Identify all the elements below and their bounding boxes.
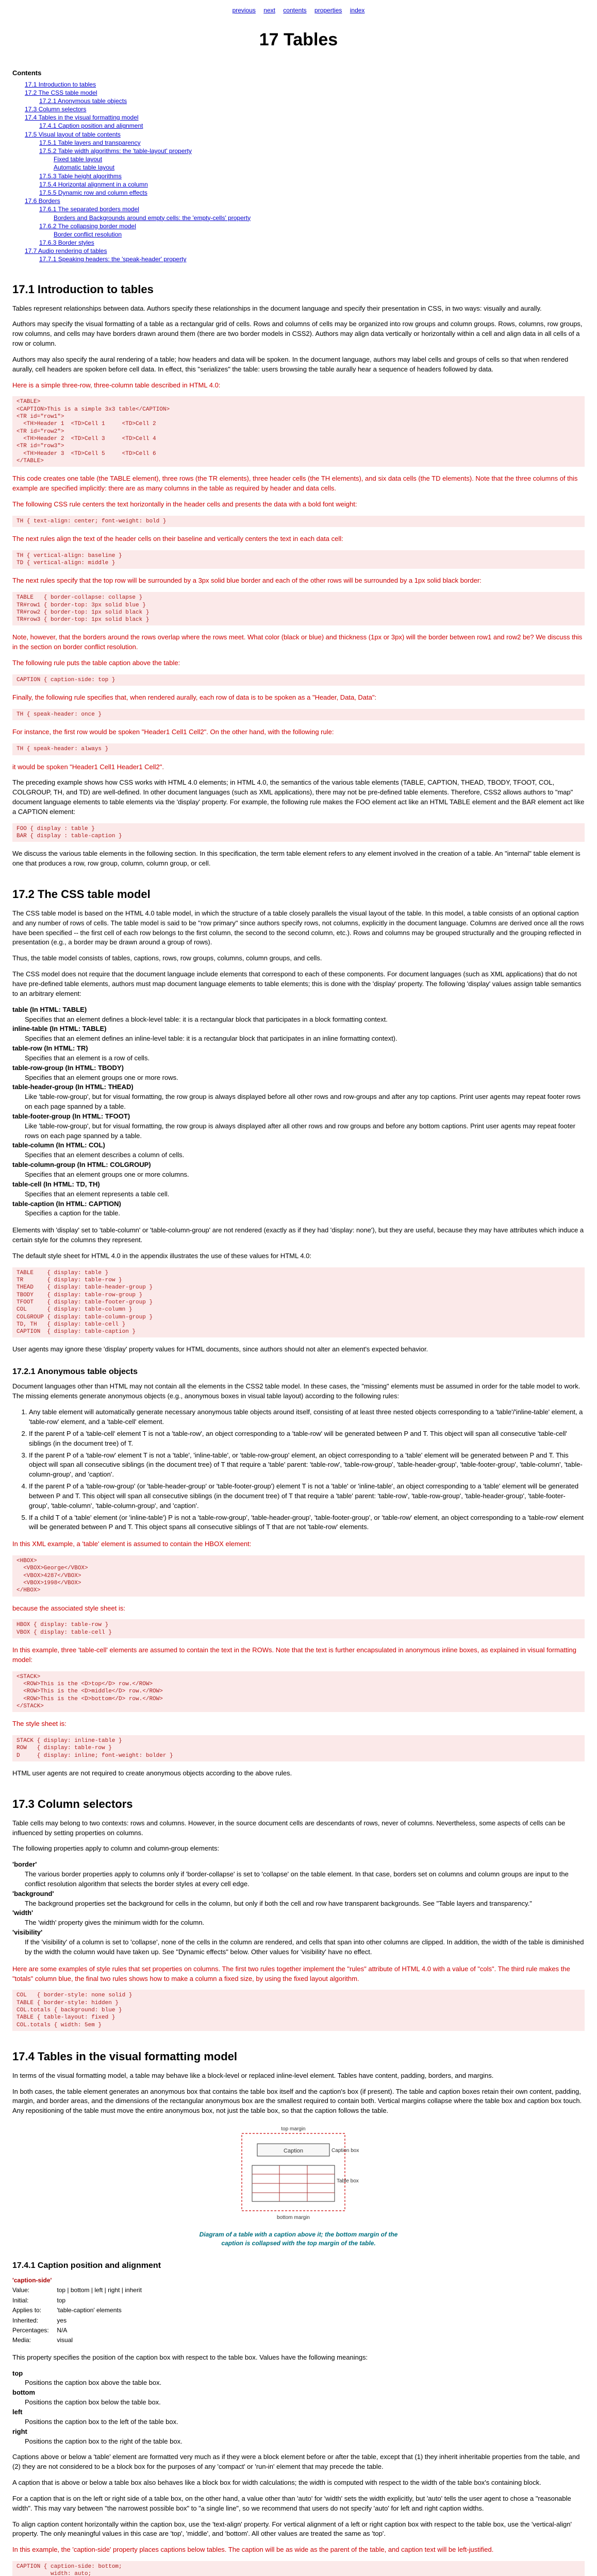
- paragraph: A caption that is above or below a table box also behaves like a block box for width calculations; the width is computed with respect to the width of the table box's containing block.: [12, 2479, 541, 2487]
- caption-label: Caption: [284, 2148, 303, 2155]
- toc-link[interactable]: 17.4.1 Caption position and alignment: [39, 122, 143, 130]
- definition-term: table-column-group (In HTML: COLGROUP): [12, 1161, 151, 1169]
- bottom-margin-label: bottom margin: [277, 2215, 310, 2221]
- code-block: STACK { display: inline-table } ROW { display: table-row } D { display: inline; font-weight: bolder }: [12, 1735, 585, 1761]
- rule-item: 3. If the parent P of a 'table-row' element T is not a 'table', 'inline-table', or 'table-row-group' element, an object corresponding to a 'table' element will be generated between P and T. This object will span all consecutive siblings (in the document tree) of T that require a 'table' parent: 'table-row', 'table-row-group', 'table-header-group', 'table-footer-group', 'table-column', 'table-column-group', and 'caption'.: [29, 1451, 585, 1480]
- propdef-value: [57, 2276, 147, 2285]
- toc-link[interactable]: 17.3 Column selectors: [25, 106, 87, 113]
- definition-term: table-row (In HTML: TR): [12, 1044, 88, 1053]
- toc-item: [25, 255, 585, 263]
- propdef-row: [12, 2306, 147, 2315]
- toc-item: [25, 130, 585, 139]
- code-block: TH { speak-header: always }: [12, 743, 585, 755]
- toc-item: [25, 80, 585, 89]
- paragraph: We discuss the various table elements in the following section. In this specification, the term table element refers to any element involved in the creation of a table. An "internal" table element is one that produces a row, row group, column, column group, or cell.: [12, 850, 581, 868]
- example-intro: Here is a simple three-row, three-column table described in HTML 4.0:: [12, 381, 221, 389]
- propdef-label: Media:: [12, 2336, 31, 2344]
- toc-item: [25, 172, 585, 180]
- paragraph: Authors may also specify the aural rendering of a table; how headers and data will be spoken. In the document language, authors may label cells and groups of cells so that when rendered aurally, cell headers are spoken before cell data. In effect, this "serializes" the table: users browsing the table aurally hear a sequence of headers followed by data.: [12, 355, 569, 373]
- caption-box-label: Caption box: [331, 2148, 359, 2154]
- toc-item: [25, 147, 585, 155]
- rule-item: 2. If the parent P of a 'table-cell' element T is not a 'table-row', an object corresponding to a 'table-row' will be generated between P and T. This object will span all consecutive 'table-cell' siblings (in the document tree) of T.: [29, 1429, 585, 1449]
- toc-link[interactable]: 17.4 Tables in the visual formatting model: [25, 114, 139, 122]
- code-block: COL { border-style: none solid } TABLE { border-style: hidden } COL.totals { background: blue } TABLE { table-layout: fixed } COL.totals { width: 5em }: [12, 1990, 585, 2030]
- propdef-row: [12, 2326, 147, 2335]
- toc-link[interactable]: 17.7.1 Speaking headers: the 'speak-header' property: [39, 256, 187, 263]
- paragraph: The next rules specify that the top row will be surrounded by a 3px solid blue border and each of the other rows will be surrounded by a 1px solid black border:: [12, 577, 482, 585]
- toc-link[interactable]: 17.6 Borders: [25, 197, 60, 205]
- paragraph: The next rules align the text of the header cells on their baseline and vertically centers the text in each data cell:: [12, 534, 343, 543]
- paragraph: The CSS model does not require that the document language include elements that correspond to each of these components. For document languages (such as XML applications) that do not have pre-defined table elements, authors must map document language elements to table elements; this is done with the 'display' property. The following 'display' values assign table semantics to an arbitrary element:: [12, 970, 582, 997]
- toc-item: [25, 222, 585, 230]
- paragraph: Tables represent relationships between data. Authors specify these relationships in the document language and specify their presentation in CSS, in two ways: visually and aurally.: [12, 304, 542, 312]
- definition-description: Specifies that an element defines a block-level table: it is a rectangular block that participates in a block formatting context.: [25, 1015, 388, 1023]
- value-description: Positions the caption box below the table box.: [25, 2398, 161, 2406]
- section-heading-17-1: 17.1 Introduction to tables: [12, 282, 154, 296]
- caption-side-values-list: [12, 2369, 585, 2447]
- paragraph: because the associated style sheet is:: [12, 1604, 125, 1612]
- paragraph: Captions above or below a 'table' element are formatted very much as if they were a block element before or after the table, except that (1) they inherit inheritable properties from the table, and (2) they are not considered to be a block box for the purposes of any 'compact' or 'run-in' element that may precede the table.: [12, 2453, 580, 2471]
- toc-item: [25, 89, 585, 97]
- toc-link[interactable]: 17.5 Visual layout of table contents: [25, 130, 121, 138]
- toc-link[interactable]: Border conflict resolution: [54, 230, 122, 238]
- definition-description: Specifies that an element represents a table cell.: [25, 1190, 170, 1198]
- property-description: The 'width' property gives the minimum width for the column.: [25, 1919, 205, 1927]
- toc-item: [25, 189, 585, 197]
- toc-item: [25, 97, 585, 105]
- section-heading-17-2-1: 17.2.1 Anonymous table objects: [12, 1367, 138, 1377]
- definition-term: table-caption (In HTML: CAPTION): [12, 1199, 121, 1208]
- definition-term: table-column (In HTML: COL): [12, 1141, 105, 1149]
- definition-description: Specifies that an element groups one or more rows.: [25, 1073, 178, 1081]
- property-definition-table: [12, 2276, 147, 2346]
- definition-term: table-header-group (In HTML: THEAD): [12, 1083, 134, 1091]
- code-block: TH { speak-header: once }: [12, 709, 585, 720]
- paragraph: Elements with 'display' set to 'table-column' or 'table-column-group' are not rendered (exactly as if they had 'display: none'), but they are useful, because they may have attributes which induce a certain style for the columns they represent.: [12, 1226, 584, 1244]
- toc-item: [25, 105, 585, 113]
- code-block: TABLE { border-collapse: collapse } TR#row1 { border-top: 3px solid blue } TR#row2 { border-top: 1px solid black } TR#row3 { border-top: 1px solid black }: [12, 592, 585, 625]
- toc-item: [25, 230, 585, 239]
- toc-link[interactable]: 17.2 The CSS table model: [25, 89, 97, 96]
- toc-item: [25, 122, 585, 130]
- toc-link[interactable]: 17.5.4 Horizontal alignment in a column: [39, 180, 148, 188]
- paragraph: Note, however, that the borders around the rows overlap where the rows meet. What color (black or blue) and thickness (1px or 3px) will the border between row1 and row2 be? We discuss this in the section on border conflict resolution.: [12, 633, 583, 651]
- paragraph: In this example, the 'caption-side' property places captions below tables. The caption will be as wide as the parent of the table, and caption text will be left-justified.: [12, 2546, 494, 2554]
- paragraph: In both cases, the table element generates an anonymous box that contains the table box itself and the caption's box (if present). The table and caption boxes retain their own content, padding, margin, and border areas, and the dimensions of the rectangular anonymous box are the smallest required to contain both. Vertical margins collapse where the table box and caption box touch. Any repositioning of the table must move the entire anonymous box, not just the table box, so that the caption follows the table.: [12, 2087, 582, 2115]
- code-block: FOO { display : table } BAR { display : table-caption }: [12, 823, 585, 842]
- toc-link[interactable]: 17.5.5 Dynamic row and column effects: [39, 189, 147, 196]
- value-description: Positions the caption box above the table box.: [25, 2379, 162, 2387]
- paragraph: For a caption that is on the left or right side of a table box, on the other hand, a value other than 'auto' for 'width' sets the width explicitly, but 'auto' tells the user agent to chose a "reasonable width". This may vary between "the narrowest possible box" to "a single line", so we recommend that users do not specify 'auto' for left and right caption widths.: [12, 2494, 571, 2512]
- display-values-list: [12, 1005, 585, 1219]
- definition-description: Specifies that an element groups one or more columns.: [25, 1171, 189, 1179]
- code-block: TH { vertical-align: baseline } TD { vertical-align: middle }: [12, 550, 585, 569]
- property-description: The background properties set the background for cells in the column, but only if both the cell and row have transparent backgrounds. See "Table layers and transparency.": [25, 1899, 532, 1907]
- code-block: CAPTION { caption-side: bottom; width: auto;: [12, 2561, 585, 2576]
- paragraph: This property specifies the position of the caption box with respect to the table box. Values have the following meanings:: [12, 2353, 368, 2361]
- paragraph: The default style sheet for HTML 4.0 in the appendix illustrates the use of these values for HTML 4.0:: [12, 1251, 312, 1260]
- propdef-label: Percentages:: [12, 2327, 49, 2334]
- toc-item: [25, 113, 585, 122]
- propdef-value: yes: [57, 2316, 67, 2324]
- paragraph: The preceding example shows how CSS works with HTML 4.0 elements; in HTML 4.0, the semantics of the various table elements (TABLE, CAPTION, THEAD, TBODY, TFOOT, COL, COLGROUP, TH, and TD) are well-defined. In other document languages (such as XML applications), there may not be pre-defined table elements. Therefore, CSS2 allows authors to "map" document language elements to table elements via the 'display' property. For example, the following rule makes the FOO element act like an HTML TABLE element and the BAR element act like a CAPTION element:: [12, 778, 585, 816]
- nav-properties-link[interactable]: properties: [314, 7, 342, 14]
- property-term: 'background': [12, 1889, 54, 1897]
- top-margin-label: top margin: [281, 2126, 306, 2132]
- rule-item: 5. If a child T of a 'table' element (or 'inline-table') P is not a 'table-row-group', 'table-header-group', 'table-footer-group', or 'table-row' element, an object corresponding to a 'table-row' element will be generated between P and T. This object spans all consecutive siblings of T that are not 'table-row' elements.: [29, 1513, 585, 1533]
- toc-item: [25, 214, 585, 222]
- table-box-label: Table box: [337, 2178, 359, 2184]
- propdef-row: [12, 2316, 147, 2326]
- table-of-contents: [12, 80, 585, 264]
- toc-link[interactable]: 17.5.2 Table width algorithms: the 'table-layout' property: [39, 147, 192, 155]
- toc-item: [25, 205, 585, 213]
- paragraph: The CSS table model is based on the HTML 4.0 table model, in which the structure of a table closely parallels the visual layout of the table. In this model, a table consists of an optional caption and any number of rows of cells. The table model is said to be "row primary" since authors specify rows, not columns, explicitly in the document language. Columns are derived once all the rows have been specified -- the first cell of each row belongs to the first column, the second to the second column, etc.). Rows and columns may be grouped structurally and the grouping reflected in presentation (e.g., a border may be drawn around a group of rows).: [12, 909, 584, 946]
- definition-term: table-row-group (In HTML: TBODY): [12, 1063, 124, 1072]
- top-navigation: [12, 6, 585, 15]
- toc-link[interactable]: Automatic table layout: [54, 164, 115, 172]
- code-block: HBOX { display: table-row } VBOX { display: table-cell }: [12, 1619, 585, 1638]
- toc-item: [25, 239, 585, 247]
- toc-link[interactable]: 17.5.1 Table layers and transparency: [39, 139, 141, 146]
- paragraph: Thus, the table model consists of tables, captions, rows, row groups, columns, column groups, and cells.: [12, 954, 322, 962]
- toc-link[interactable]: 17.7 Audio rendering of tables: [25, 247, 107, 255]
- rule-item: 1. Any table element will automatically generate necessary anonymous table objects around itself, consisting of at least three nested objects corresponding to a 'table'/'inline-table' element, a 'table-row' element, and a 'table-cell' element.: [29, 1408, 585, 1427]
- propdef-value: top | bottom | left | right | inherit: [57, 2286, 142, 2294]
- column-properties-list: [12, 1860, 585, 1957]
- property-term: 'visibility': [12, 1928, 43, 1937]
- toc-link[interactable]: 17.1 Introduction to tables: [25, 80, 96, 88]
- paragraph: Here are some examples of style rules that set properties on columns. The first two rules together implement the "rules" attribute of HTML 4.0 with a value of "cols". The third rule makes the "totals" column blue, the final two rules shows how to make a column a fixed size, by using the fixed layout algorithm.: [12, 1964, 570, 1982]
- section-heading-17-4-1: 17.4.1 Caption position and alignment: [12, 2261, 161, 2270]
- definition-description: Specifies that an element is a row of cells.: [25, 1054, 150, 1062]
- property-term: 'border': [12, 1860, 37, 1869]
- anonymous-rules-list: [12, 1408, 585, 1532]
- propdef-value: N/A: [57, 2327, 68, 2334]
- nav-previous-link[interactable]: previous: [232, 7, 256, 14]
- paragraph: In this XML example, a 'table' element is assumed to contain the HBOX element:: [12, 1540, 252, 1548]
- code-block: <TABLE> <CAPTION>This is a simple 3x3 table</CAPTION> <TR id="row1"> <TH>Header 1 <TD>Cell 1 <TD>Cell 2 <TR id="row2"> <TH>Header 2 <TD>Cell 3 <TD>Cell 4 <TR id="row3"> <TH>Header 3 <TD>Cell 5 <TD>Cell 6 </TABLE>: [12, 396, 585, 467]
- value-term: left: [12, 2408, 23, 2416]
- property-term: 'width': [12, 1909, 34, 1917]
- nav-index-link[interactable]: index: [350, 7, 365, 14]
- value-term: right: [12, 2427, 27, 2435]
- nav-contents-link[interactable]: contents: [283, 7, 307, 14]
- paragraph: For instance, the first row would be spoken "Header1 Cell1 Cell2". On the other hand, with the following rule:: [12, 728, 334, 736]
- code-block: TH { text-align: center; font-weight: bold }: [12, 516, 585, 527]
- paragraph: The following rule puts the table caption above the table:: [12, 659, 180, 667]
- paragraph: Table cells may belong to two contexts: rows and columns. However, in the source document cells are descendants of rows, never of columns. Nevertheless, some aspects of cells can be influenced by setting properties on columns.: [12, 1819, 566, 1837]
- propdef-label: Applies to:: [12, 2307, 42, 2314]
- propdef-label: 'caption-side': [12, 2277, 52, 2284]
- paragraph: The following CSS rule centers the text horizontally in the header cells and presents the data with a bold font weight:: [12, 500, 357, 508]
- toc-link[interactable]: Borders and Backgrounds around empty cells: the 'empty-cells' property: [54, 214, 251, 222]
- toc-item: [25, 180, 585, 189]
- rule-item: 4. If the parent P of a 'table-row-group' (or 'table-header-group' or 'table-footer-group') element T is not a 'table' or 'inline-table', an object corresponding to a 'table' element will be generated between P and T. This object will span all consecutive siblings (in the document tree) of T that require a 'table' parent: 'table-row', 'table-row-group', 'table-header-group', 'table-footer-group', 'table-column', 'table-column-group', and 'caption'.: [29, 1482, 585, 1511]
- paragraph: To align caption content horizontally within the caption box, use the 'text-align' property. For vertical alignment of a left or right caption box with respect to the table box, use the 'vertical-align' property. The only meaningful values in this case are 'top', 'middle', and 'bottom'. All other values are treated the same as 'top'.: [12, 2520, 572, 2538]
- toc-link[interactable]: 17.6.1 The separated borders model: [39, 206, 139, 213]
- paragraph: it would be spoken "Header1 Cell1 Header1 Cell2".: [12, 762, 164, 771]
- toc-link[interactable]: 17.2.1 Anonymous table objects: [39, 97, 127, 105]
- value-term: bottom: [12, 2388, 36, 2397]
- section-heading-17-2: 17.2 The CSS table model: [12, 888, 151, 901]
- section-heading-17-3: 17.3 Column selectors: [12, 1797, 133, 1810]
- value-term: top: [12, 2369, 23, 2377]
- value-description: Positions the caption box to the right of the table box.: [25, 2437, 183, 2445]
- toc-link[interactable]: 17.6.3 Border styles: [39, 239, 94, 247]
- definition-term: table (In HTML: TABLE): [12, 1005, 87, 1013]
- definition-description: Like 'table-row-group', but for visual formatting, the row group is always displayed before all other rows and row-groups and after any top captions. Print user agents may repeat footer rows on each page spanned by a table.: [25, 1093, 581, 1111]
- paragraph: User agents may ignore these 'display' property values for HTML documents, since authors should not alter an element's expected behavior.: [12, 1345, 428, 1353]
- definition-description: Specifies a caption for the table.: [25, 1209, 121, 1217]
- toc-item: [25, 197, 585, 205]
- paragraph: Authors may specify the visual formatting of a table as a rectangular grid of cells. Rows and columns of cells may be organized into row groups and column groups. Rows, columns, row groups, row columns, and cells may have borders drawn around them (there are two border models in CSS2). Authors may align data vertically or horizontally within a cell and align data in all cells of a row or column.: [12, 320, 583, 348]
- definition-description: Specifies that an element defines an inline-level table: it is a rectangular block that participates in an inline formatting context).: [25, 1035, 397, 1043]
- caption-table-diagram: [12, 2123, 585, 2248]
- propdef-row: [12, 2285, 147, 2295]
- propdef-value: visual: [57, 2336, 73, 2344]
- definition-term: table-footer-group (In HTML: TFOOT): [12, 1112, 130, 1120]
- paragraph: Document languages other than HTML may not contain all the elements in the CSS2 table model. In these cases, the "missing" elements must be assumed in order for the table model to work. The missing elements generate anonymous objects (e.g., anonymous boxes in visual table layout) according to the following rules:: [12, 1382, 581, 1400]
- paragraph: This code creates one table (the TABLE element), three rows (the TR elements), three header cells (the TH elements), and six data cells (the TD elements). Note that the three columns of this example are specified implicitly: there are as many columns in the table as required by header and data cells.: [12, 474, 578, 492]
- code-block: <HBOX> <VBOX>George</VBOX> <VBOX>4287</VBOX> <VBOX>1998</VBOX> </HBOX>: [12, 1555, 585, 1596]
- toc-item: [25, 139, 585, 147]
- contents-heading: Contents: [12, 69, 42, 77]
- definition-description: Like 'table-row-group', but for visual formatting, the row group is always displayed after all other rows and row groups and before any bottom captions. Print user agents may repeat footer rows on each page spanned by a table.: [25, 1122, 575, 1140]
- definition-term: table-cell (In HTML: TD, TH): [12, 1180, 100, 1188]
- propdef-row: [12, 2296, 147, 2306]
- property-description: The various border properties apply to columns only if 'border-collapse' is set to 'collapse' on the table element. In that case, borders set on columns and column groups are input to the conflict resolution algorithm that selects the border styles at every cell edge.: [25, 1870, 569, 1888]
- toc-item: [25, 163, 585, 172]
- propdef-row: [12, 2276, 147, 2285]
- paragraph: The following properties apply to column and column-group elements:: [12, 1844, 220, 1853]
- toc-link[interactable]: 17.5.3 Table height algorithms: [39, 172, 122, 180]
- paragraph: HTML user agents are not required to create anonymous objects according to the above rules.: [12, 1769, 292, 1777]
- paragraph: Finally, the following rule specifies that, when rendered aurally, each row of data is to be spoken as a "Header, Data, Data":: [12, 693, 377, 702]
- propdef-label: Inherited:: [12, 2316, 39, 2324]
- propdef-row: [12, 2335, 147, 2345]
- paragraph: In this example, three 'table-cell' elements are assumed to contain the text in the ROWs. Note that the text is further encapsulated in anonymous inline boxes, as explained in visual formatting model:: [12, 1646, 576, 1664]
- propdef-value: 'table-caption' elements: [57, 2307, 122, 2314]
- paragraph: The style sheet is:: [12, 1720, 67, 1728]
- code-block: TABLE { display: table } TR { display: table-row } THEAD { display: table-header-group } TBODY { display: table-row-group } TFOOT { display: table-footer-group } COL { display: table-column } COLGROUP { display: table-column-group } TD, TH { display: table-cell } CAPTION { display: table-caption }: [12, 1267, 585, 1338]
- propdef-label: Value:: [12, 2286, 30, 2294]
- definition-description: Specifies that an element describes a column of cells.: [25, 1151, 185, 1159]
- section-heading-17-4: 17.4 Tables in the visual formatting model: [12, 2049, 238, 2063]
- toc-link[interactable]: Fixed table layout: [54, 156, 103, 163]
- page-title: 17 Tables: [259, 30, 338, 50]
- code-block: CAPTION { caption-side: top }: [12, 674, 585, 686]
- toc-item: [25, 247, 585, 255]
- figure-caption: Diagram of a table with a caption above it; the bottom margin of the caption is collapsed with the top margin of the table.: [199, 2231, 398, 2247]
- toc-item: [25, 155, 585, 163]
- toc-link[interactable]: 17.6.2 The collapsing border model: [39, 222, 136, 230]
- definition-term: inline-table (In HTML: TABLE): [12, 1025, 107, 1033]
- caption-table-figure: [221, 2123, 376, 2226]
- propdef-label: Initial:: [12, 2296, 29, 2304]
- propdef-value: top: [57, 2296, 66, 2304]
- code-block: <STACK> <ROW>This is the <D>top</D> row.</ROW> <ROW>This is the <D>middle</D> row.</ROW> <ROW>This is the <D>bottom</D> row.</ROW> </STACK>: [12, 1671, 585, 1712]
- nav-next-link[interactable]: next: [263, 7, 275, 14]
- property-description: If the 'visibility' of a column is set to 'collapse', none of the cells in the column are rendered, and cells that span into other columns are clipped. In addition, the width of the table is diminished by the width the column would have taken up. See "Dynamic effects" below. Other values for 'visibility' have no effect.: [25, 1938, 584, 1956]
- paragraph: In terms of the visual formatting model, a table may behave like a block-level or replaced inline-level element. Tables have content, padding, borders, and margins.: [12, 2071, 494, 2079]
- value-description: Positions the caption box to the left of the table box.: [25, 2417, 178, 2426]
